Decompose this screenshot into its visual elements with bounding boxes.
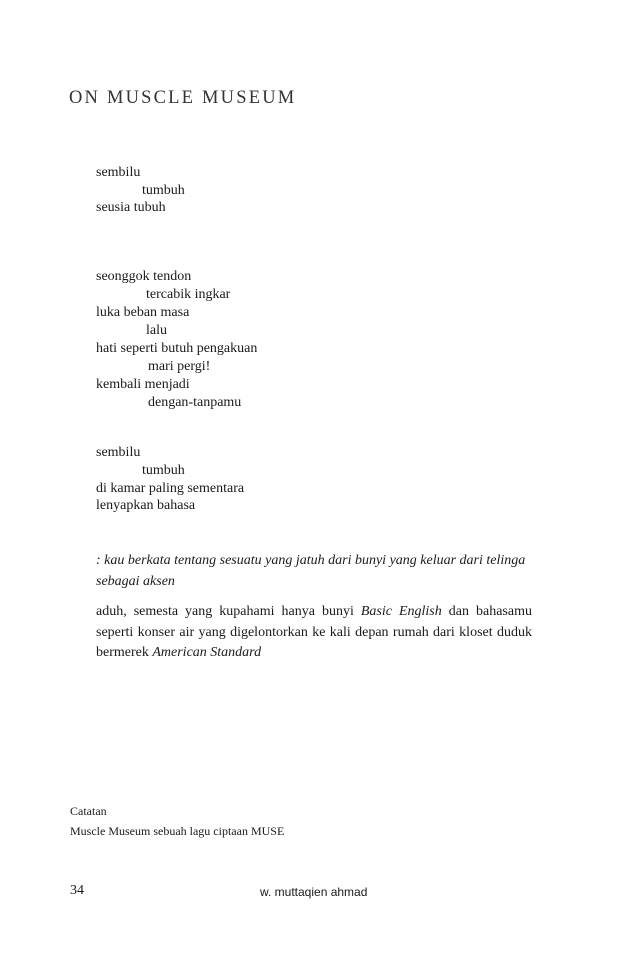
poem-line: seusia tubuh [96,200,166,215]
poem-line: kembali menjadi [96,377,190,392]
emphasis-basic-english: Basic English [360,604,442,619]
paragraph-text: dan bahasamu seperti konser air yang digelontorkan ke kali depan rumah dari kloset duduk bermerek [96,604,532,660]
poem-line: lalu [146,323,167,338]
closing-paragraph [96,602,532,664]
running-footer-author: w. muttaqien ahmad [260,885,368,899]
poem-line: mari pergi! [148,359,211,374]
poem-line: tumbuh [142,183,185,198]
poem-title: ON MUSCLE MUSEUM [69,88,297,108]
notes-section [70,801,284,841]
notes-text: Muscle Museum sebuah lagu ciptaan MUSE [70,824,285,838]
poem-line: sembilu [96,445,141,460]
notes-heading: Catatan [70,804,107,818]
page-number: 34 [70,883,84,898]
poem-line: seonggok tendon [96,269,192,284]
poem-line: dengan-tanpamu [148,395,242,410]
poem-line: sembilu [96,165,141,180]
poem-line: tercabik ingkar [146,287,231,302]
poem-line: di kamar paling sementara [96,481,245,496]
italic-paragraph [96,551,532,592]
poem-line: hati seperti butuh pengakuan [96,341,258,356]
poem-line: luka beban masa [96,305,190,320]
emphasis-american-standard: American Standard [152,645,262,660]
poem-line: lenyapkan bahasa [96,498,196,513]
paragraph-text: aduh, semesta yang kupahami hanya bunyi [96,604,361,619]
italic-paragraph-text: : kau berkata tentang sesuatu yang jatuh dari bunyi yang keluar dari telinga sebagai aksen [96,553,526,589]
poem-line: tumbuh [142,463,185,478]
